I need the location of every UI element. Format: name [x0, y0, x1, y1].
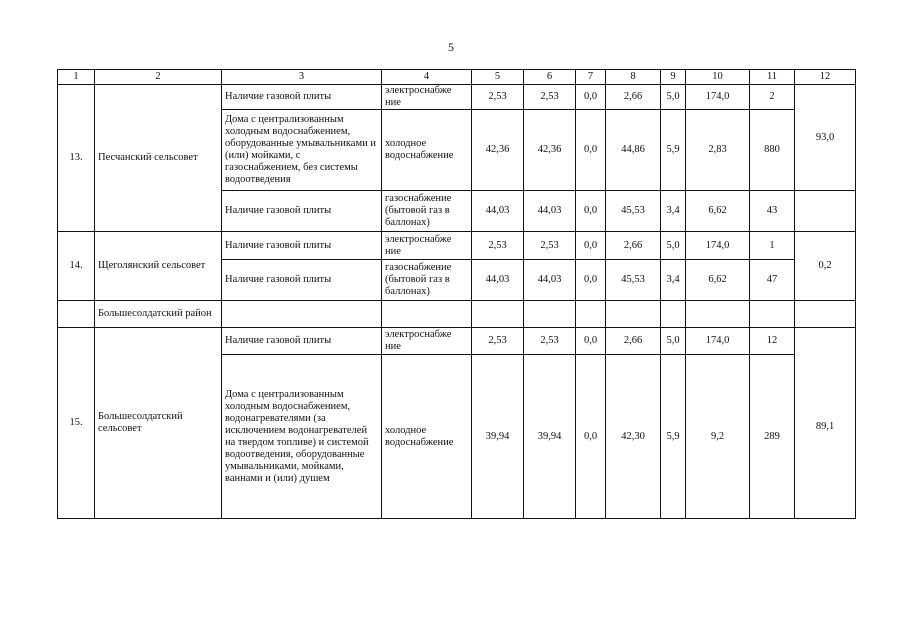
empty-cell: [472, 301, 524, 328]
total-cell: 0,2: [795, 232, 856, 301]
value-cell: 44,03: [472, 260, 524, 301]
value-cell: 0,0: [576, 191, 606, 232]
column-header: 9: [661, 70, 686, 85]
value-cell: 2,53: [472, 328, 524, 355]
value-cell: 2,83: [686, 110, 750, 191]
value-cell: 2,66: [606, 232, 661, 260]
header-row: [58, 70, 856, 85]
entry-index: 13.: [58, 85, 95, 232]
value-cell: 3,4: [661, 191, 686, 232]
district-row: [58, 301, 856, 328]
value-cell: 44,03: [524, 260, 576, 301]
value-cell: 42,36: [524, 110, 576, 191]
service-cell: холодное водоснабжение: [382, 110, 472, 191]
total-cell: 89,1: [795, 328, 856, 519]
column-header: 3: [222, 70, 382, 85]
service-cell: электроснабже ние: [382, 85, 472, 110]
district-name: Большесолдатский район: [95, 301, 222, 328]
empty-cell: [750, 301, 795, 328]
value-cell: 2,53: [472, 232, 524, 260]
value-cell: 5,9: [661, 355, 686, 519]
value-cell: 5,9: [661, 110, 686, 191]
empty-cell: [661, 301, 686, 328]
column-header: 4: [382, 70, 472, 85]
value-cell: 39,94: [524, 355, 576, 519]
value-cell: 12: [750, 328, 795, 355]
value-cell: 44,03: [472, 191, 524, 232]
description-cell: Наличие газовой плиты: [222, 85, 382, 110]
value-cell: 9,2: [686, 355, 750, 519]
service-cell: газоснабжение (бытовой газ в баллонах): [382, 191, 472, 232]
table-row: [58, 85, 856, 110]
column-header: 2: [95, 70, 222, 85]
total-cell: 93,0: [795, 85, 856, 191]
value-cell: 5,0: [661, 85, 686, 110]
value-cell: 880: [750, 110, 795, 191]
value-cell: 2,53: [524, 85, 576, 110]
entry-index: 15.: [58, 328, 95, 519]
value-cell: 45,53: [606, 191, 661, 232]
column-header: 10: [686, 70, 750, 85]
value-cell: 0,0: [576, 85, 606, 110]
municipality-name: Большесолдатский сельсовет: [95, 328, 222, 519]
municipality-name: Щеголянский сельсовет: [95, 232, 222, 301]
service-cell: холодное водоснабжение: [382, 355, 472, 519]
column-header: 12: [795, 70, 856, 85]
column-header: 7: [576, 70, 606, 85]
value-cell: 42,36: [472, 110, 524, 191]
value-cell: 289: [750, 355, 795, 519]
entry-index: 14.: [58, 232, 95, 301]
page-number: 5: [448, 40, 454, 54]
description-cell: Дома с централизованным холодным водоснабжением, оборудованные умывальниками и (или) мойками, с газоснабжением, без системы водоотведения: [222, 110, 382, 191]
value-cell: 2,53: [524, 232, 576, 260]
value-cell: 43: [750, 191, 795, 232]
value-cell: 44,86: [606, 110, 661, 191]
description-cell: Наличие газовой плиты: [222, 232, 382, 260]
empty-cell: [222, 301, 382, 328]
value-cell: 2,53: [524, 328, 576, 355]
value-cell: 0,0: [576, 355, 606, 519]
value-cell: 6,62: [686, 191, 750, 232]
empty-cell: [382, 301, 472, 328]
service-cell: электроснабже ние: [382, 328, 472, 355]
empty-cell: [686, 301, 750, 328]
column-header: 5: [472, 70, 524, 85]
empty-cell: [795, 301, 856, 328]
value-cell: 174,0: [686, 85, 750, 110]
value-cell: 0,0: [576, 260, 606, 301]
value-cell: 1: [750, 232, 795, 260]
value-cell: 3,4: [661, 260, 686, 301]
column-header: 8: [606, 70, 661, 85]
description-cell: Наличие газовой плиты: [222, 260, 382, 301]
empty-cell: [58, 301, 95, 328]
value-cell: 44,03: [524, 191, 576, 232]
empty-cell: [795, 191, 856, 232]
value-cell: 0,0: [576, 110, 606, 191]
value-cell: 5,0: [661, 328, 686, 355]
value-cell: 2,66: [606, 328, 661, 355]
empty-cell: [524, 301, 576, 328]
value-cell: 0,0: [576, 328, 606, 355]
service-cell: электроснабже ние: [382, 232, 472, 260]
value-cell: 0,0: [576, 232, 606, 260]
value-cell: 174,0: [686, 328, 750, 355]
value-cell: 2: [750, 85, 795, 110]
column-header: 11: [750, 70, 795, 85]
table-row: [58, 232, 856, 260]
value-cell: 42,30: [606, 355, 661, 519]
value-cell: 174,0: [686, 232, 750, 260]
value-cell: 47: [750, 260, 795, 301]
value-cell: 5,0: [661, 232, 686, 260]
column-header: 1: [58, 70, 95, 85]
municipality-name: Песчанский сельсовет: [95, 85, 222, 232]
service-cell: газоснабжение (бытовой газ в баллонах): [382, 260, 472, 301]
description-cell: Наличие газовой плиты: [222, 191, 382, 232]
description-cell: Наличие газовой плиты: [222, 328, 382, 355]
table-row: [58, 328, 856, 355]
value-cell: 45,53: [606, 260, 661, 301]
value-cell: 6,62: [686, 260, 750, 301]
value-cell: 39,94: [472, 355, 524, 519]
description-cell: Дома с централизованным холодным водоснабжением, водонагревателями (за исключением водонагревателей на твердом топливе) и системой водоотведения, оборудованные умывальниками, мойками, ваннами и (или) душем: [222, 355, 382, 519]
value-cell: 2,53: [472, 85, 524, 110]
tariff-table: [57, 69, 856, 519]
value-cell: 2,66: [606, 85, 661, 110]
column-header: 6: [524, 70, 576, 85]
empty-cell: [576, 301, 606, 328]
empty-cell: [606, 301, 661, 328]
